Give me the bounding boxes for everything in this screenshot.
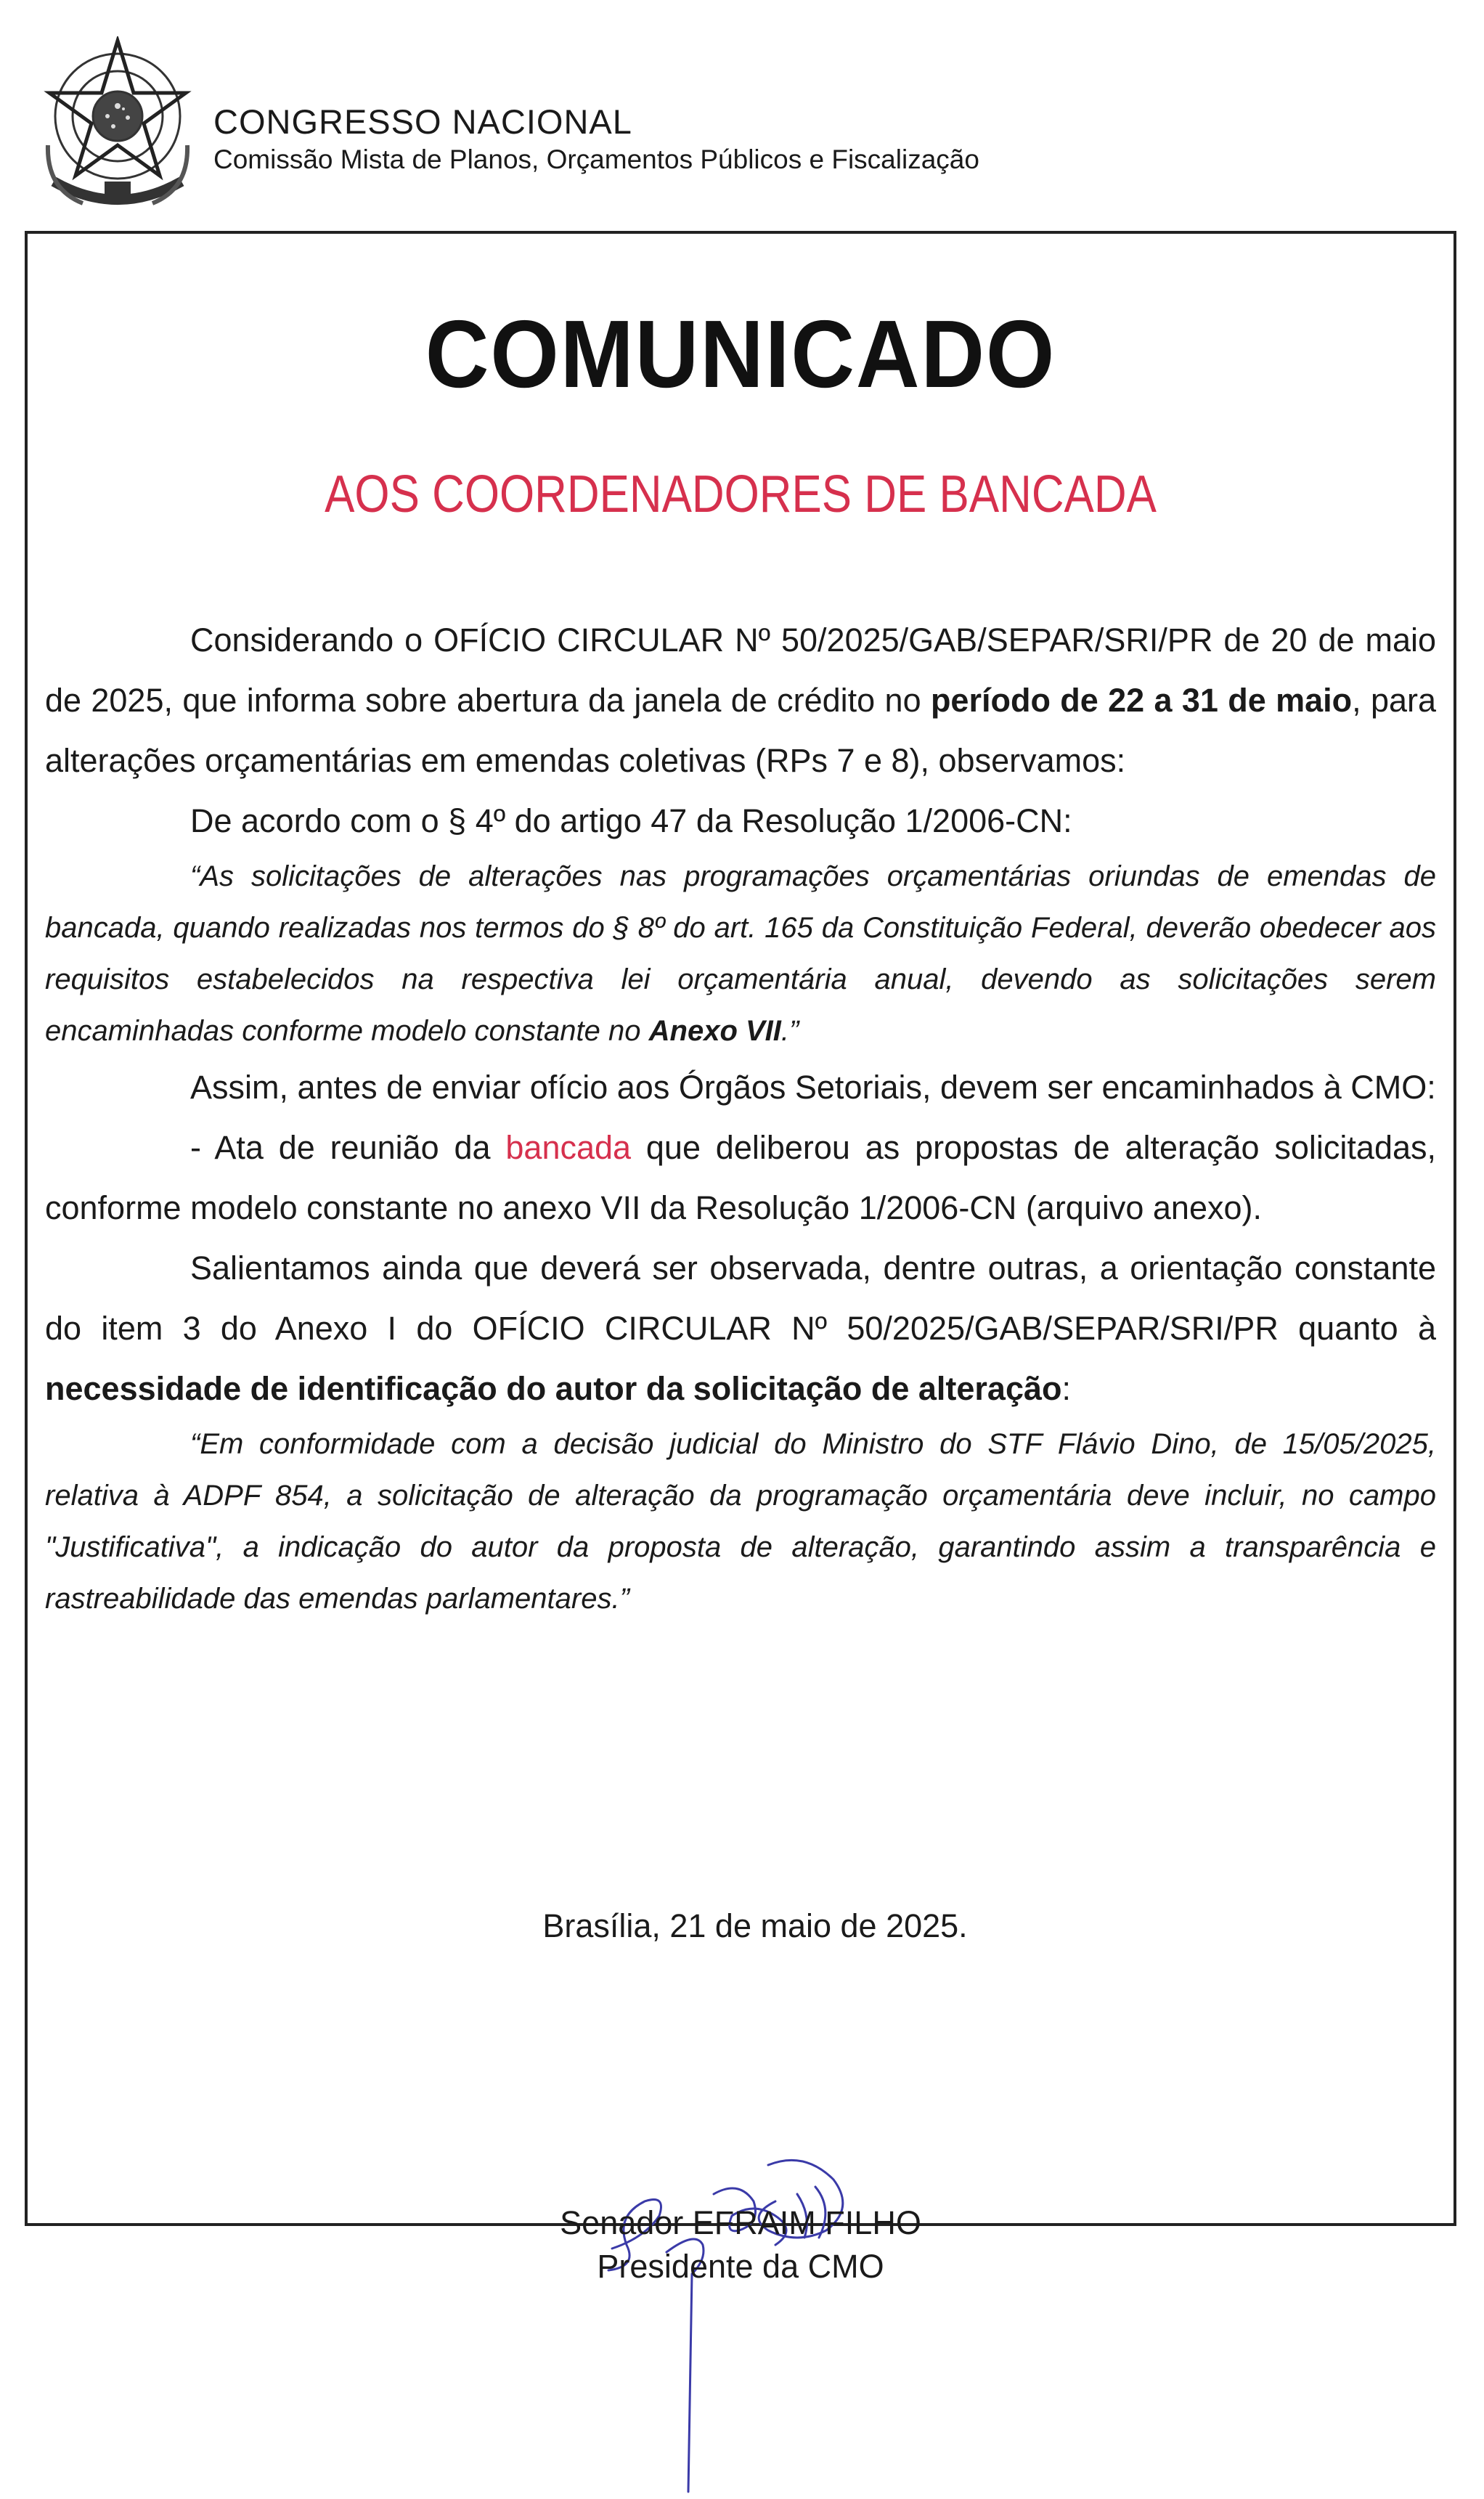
paragraph-1-bold: período de 22 a 31 de maio: [930, 682, 1353, 719]
paragraph-5-bold: necessidade de identificação do autor da solicitação de alteração: [45, 1370, 1062, 1407]
paragraph-5-text-b: :: [1061, 1370, 1072, 1407]
date-line: [28, 1904, 1454, 1949]
quote-1-text-b: .”: [780, 1015, 799, 1047]
paragraph-1-text-a: Considerando o OFÍCIO CIRCULAR Nº 50/2025/GAB/SEPAR/SRI/PR de 20 de maio de 2025, que informa sobre abertura da janela de crédito no: [45, 621, 1436, 719]
signer-role: Presidente da CMO: [597, 2248, 884, 2285]
paragraph-4: [45, 1117, 1436, 1238]
paragraph-2: De acordo com o § 4º do artigo 47 da Resolução 1/2006-CN:: [190, 802, 1072, 839]
paragraph-1: [45, 610, 1436, 791]
paragraph-4-text-b: que deliberou as propostas de alteração solicitadas, conforme modelo constante no anexo VII da Resolução 1/2006-CN (arquivo anexo).: [45, 1129, 1436, 1226]
paragraph-1-text-b: , para alterações orçamentárias em emendas coletivas (RPs 7 e 8), observamos:: [45, 682, 1437, 779]
quote-2: “Em conformidade com a decisão judicial do Ministro do STF Flávio Dino, de 15/05/2025, relativa à ADPF 854, a solicitação de alteração da programação orçamentária deve incluir, no campo "Justificativa", a indicação do autor da proposta de alteração, garantindo assim a transparência e rastreabilidade das emendas parlamentares.”: [45, 1428, 1436, 1615]
signer-name: Senador EFRAIM FILHO: [560, 2204, 921, 2241]
page-title: COMUNICADO: [425, 301, 1056, 407]
org-name: CONGRESSO NACIONAL: [213, 102, 632, 141]
paragraph-4-text-a: - Ata de reunião da: [190, 1129, 506, 1166]
org-header: [213, 102, 979, 177]
org-subtitle: Comissão Mista de Planos, Orçamentos Públicos e Fiscalização: [213, 144, 979, 174]
paragraph-5: [45, 1238, 1436, 1419]
date: Brasília, 21 de maio de 2025.: [542, 1907, 968, 1944]
coat-of-arms-icon: [32, 36, 203, 218]
document-frame: [25, 231, 1456, 2285]
quote-1-text-a: “As solicitações de alterações nas programações orçamentárias oriundas de emendas de bancada, quando realizadas nos termos do § 8º do art. 165 da Constituição Federal, deverão obedecer aos requisitos estabelecidos na respectiva lei orçamentária anual, devendo as solicitações serem encaminhadas conforme modelo constante no: [45, 860, 1436, 1047]
paragraph-5-text-a: Salientamos ainda que deverá ser observada, dentre outras, a orientação constante do item 3 do Anexo I do OFÍCIO CIRCULAR Nº 50/2025/GAB/SEPAR/SRI/PR quanto à: [45, 1250, 1436, 1347]
quote-1-bold: Anexo VII: [648, 1015, 781, 1047]
quote-1: [45, 851, 1436, 1057]
paragraph-3: Assim, antes de enviar ofício aos Órgãos Setoriais, devem ser encaminhados à CMO:: [190, 1069, 1436, 1106]
page-subtitle: AOS COORDENADORES DE BANCADA: [325, 465, 1157, 523]
paragraph-4-highlight: bancada: [505, 1129, 632, 1166]
document-body: [45, 610, 1436, 1625]
